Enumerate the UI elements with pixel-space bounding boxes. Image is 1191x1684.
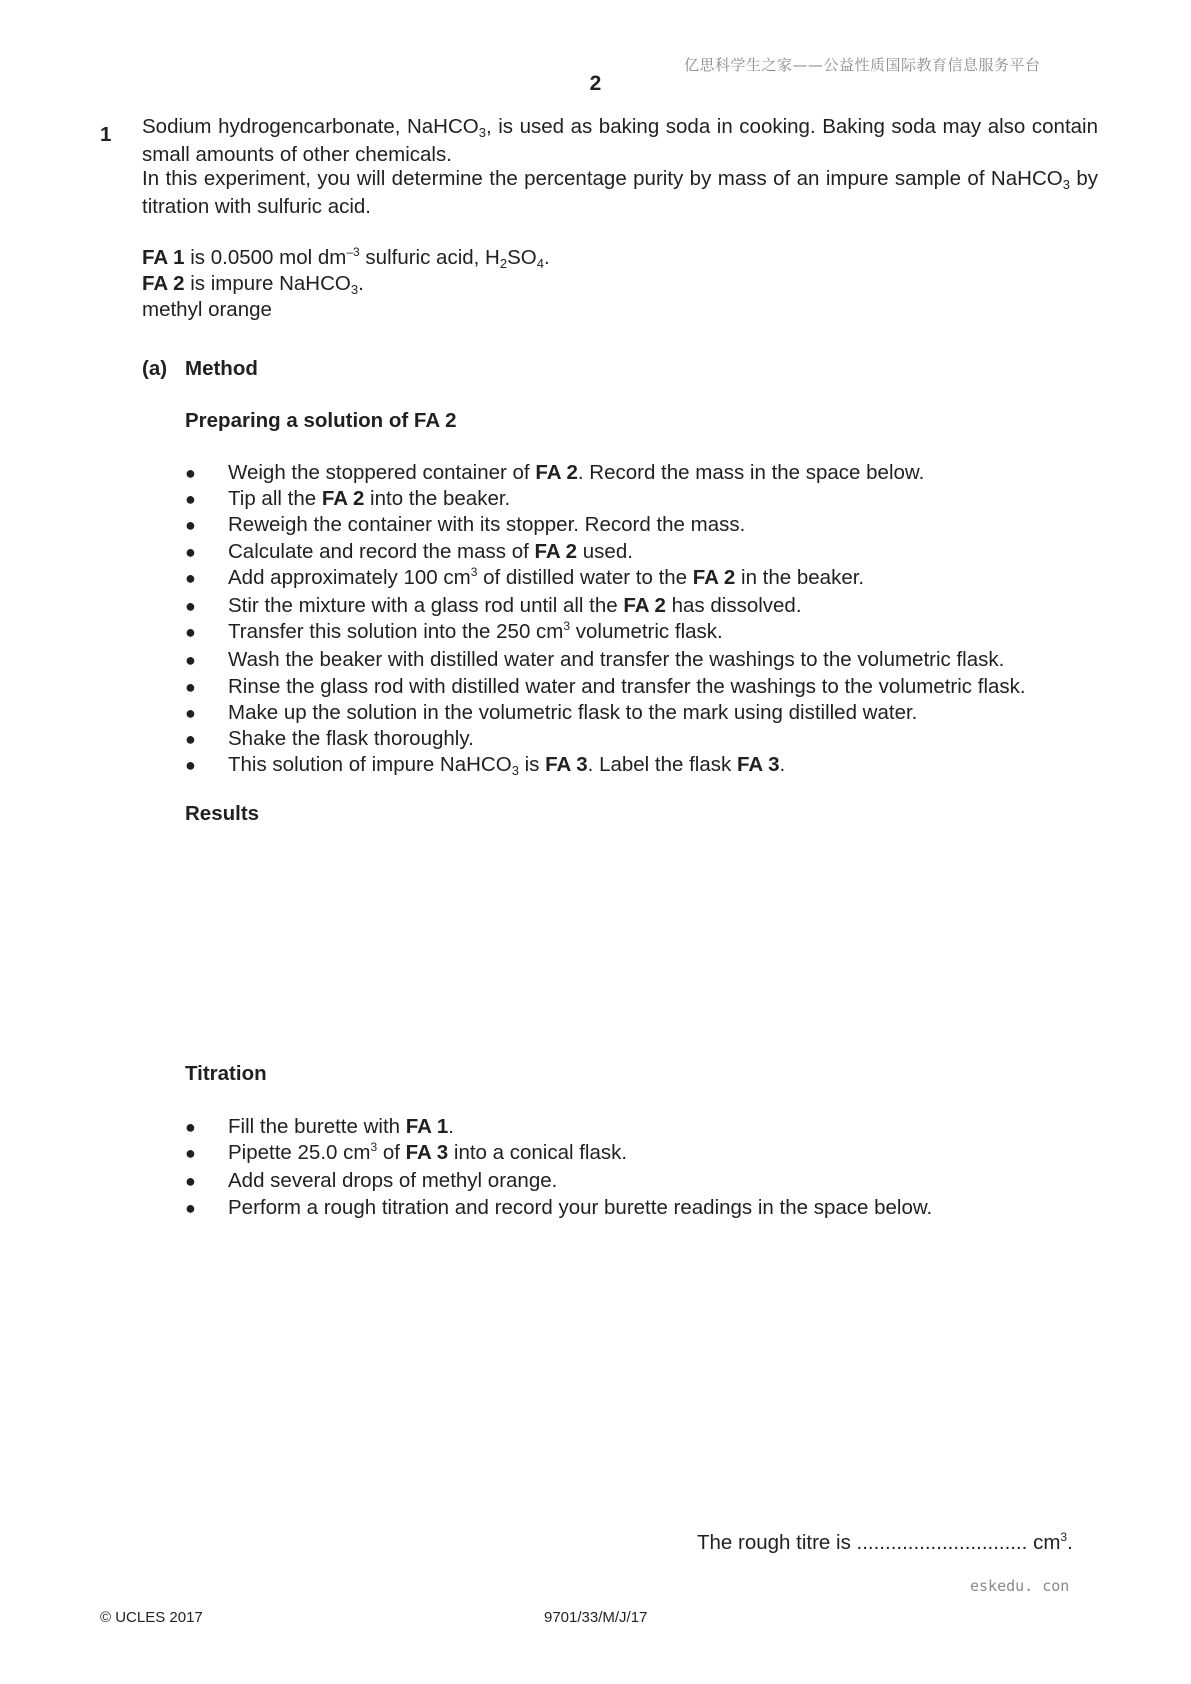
list-item: ● Calculate and record the mass of FA 2 used. bbox=[185, 539, 633, 563]
page-number: 2 bbox=[589, 72, 602, 95]
preparation-steps bbox=[185, 460, 1026, 780]
list-item: ● Shake the flask thoroughly. bbox=[185, 727, 474, 751]
results-heading: Results bbox=[185, 802, 260, 825]
list-item: ● Pipette 25.0 $cm^3$ of FA 3 into a conical flask. bbox=[185, 1140, 628, 1165]
preparing-heading: Preparing a solution of FA 2 bbox=[185, 409, 457, 432]
titration-steps bbox=[185, 1114, 932, 1221]
intro-paragraph-1: Sodium hydrogencarbonate, NaHCO3, is used as baking soda in cooking. Baking soda may also contain small amounts of other chemicals. bbox=[142, 115, 1098, 166]
list-item: ● Stir the mixture with a glass rod until all the FA 2 has dissolved. bbox=[185, 594, 802, 618]
list-item: ● Transfer this solution into the 250 $cm^3$ volumetric flask. bbox=[185, 619, 723, 644]
intro-paragraph-2: In this experiment, you will determine the percentage purity by mass of an impure sample of NaHCO3 by titration with sulfuric acid. bbox=[142, 167, 1098, 218]
list-item: ● Add several drops of methyl orange. bbox=[185, 1169, 558, 1193]
method-heading: Method bbox=[185, 357, 258, 380]
list-item: ● This solution of impure NaHCO3 is FA 3. Label the flask FA 3. bbox=[185, 753, 786, 779]
list-item: ● Add approximately 100 $cm^3$ of distilled water to the FA 2 in the beaker. bbox=[185, 564, 865, 589]
list-item: ● Wash the beaker with distilled water and transfer the washings to the volumetric flask. bbox=[185, 648, 1005, 672]
material-indicator: methyl orange bbox=[142, 298, 272, 321]
list-item: ● Weigh the stoppered container of FA 2. Record the mass in the space below. bbox=[185, 461, 925, 484]
list-item: ● Tip all the FA 2 into the beaker. bbox=[185, 487, 511, 511]
part-a-label: (a) bbox=[142, 357, 168, 380]
footer-paper-code: 9701/33/M/J/17 bbox=[544, 1609, 648, 1626]
titration-heading: Titration bbox=[185, 1062, 267, 1085]
material-fa1: FA 1 is 0.0500 mol $dm^{-3}$ sulfuric acid, H2SO4. bbox=[142, 245, 550, 271]
material-fa2: FA 2 is impure NaHCO3. bbox=[142, 272, 364, 297]
list-item: ● Make up the solution in the volumetric flask to the mark using distilled water. bbox=[185, 700, 918, 724]
rough-titre-dots: .............................. bbox=[856, 1531, 1028, 1554]
footer-copyright: © UCLES 2017 bbox=[100, 1609, 203, 1626]
list-item: ● Fill the burette with FA 1. bbox=[185, 1115, 454, 1138]
list-item: ● Rinse the glass rod with distilled water and transfer the washings to the volumetric flask. bbox=[185, 674, 1026, 698]
rough-titre-answer-line[interactable]: The rough titre is .............................. $cm^3$. bbox=[697, 1530, 1073, 1554]
question-number: 1 bbox=[100, 123, 112, 146]
list-item: ● Perform a rough titration and record your burette readings in the space below. bbox=[185, 1195, 933, 1219]
watermark-top: 亿思科学生之家——公益性质国际教育信息服务平台 bbox=[684, 56, 1041, 74]
list-item: ● Reweigh the container with its stopper. Record the mass. bbox=[185, 513, 746, 537]
watermark-bottom: eskedu. con bbox=[970, 1577, 1070, 1595]
